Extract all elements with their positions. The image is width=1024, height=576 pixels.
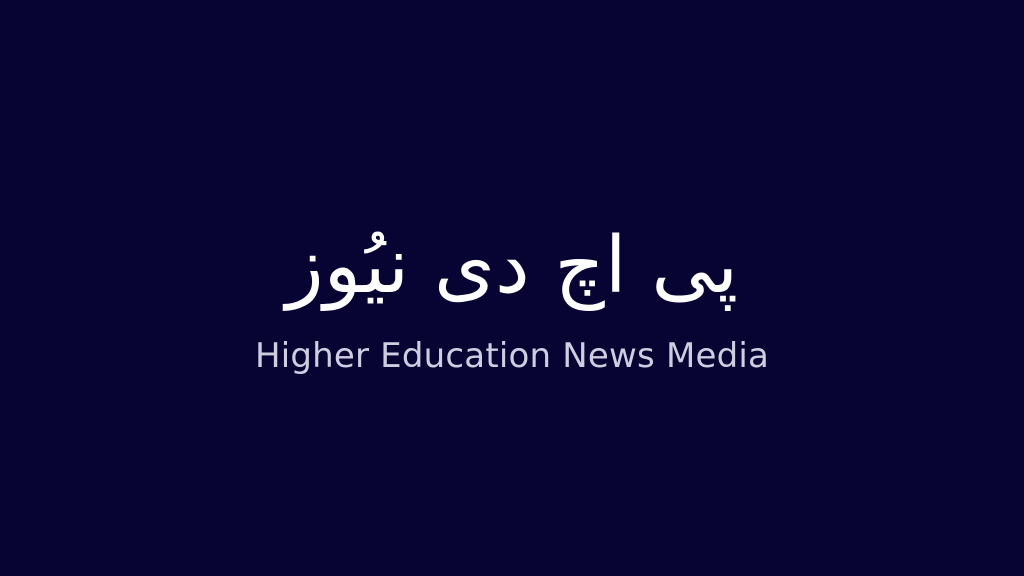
brand-tagline: Higher Education News Media xyxy=(254,336,770,376)
brand-title-urdu: پی اچ دی نیُوز xyxy=(285,221,739,311)
